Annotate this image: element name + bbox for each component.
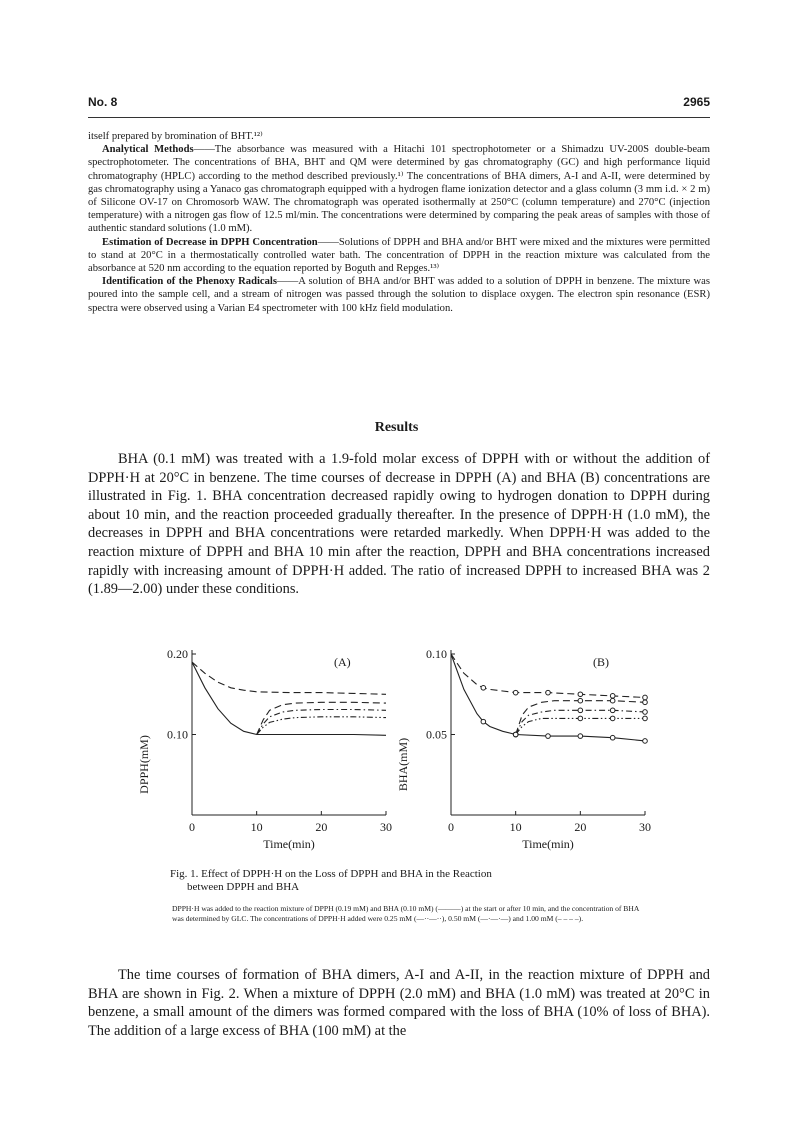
data-point-marker	[610, 694, 615, 699]
data-point-marker	[643, 710, 648, 715]
data-point-marker	[578, 692, 583, 697]
methods-paragraph	[88, 275, 710, 315]
series-line-solid	[451, 654, 645, 741]
x-tick-label: 10	[509, 820, 522, 834]
methods-subheading: Estimation of Decrease in DPPH Concentration	[102, 236, 318, 248]
methods-text: itself prepared by bromination of BHT.¹²⁾	[88, 131, 263, 142]
x-tick-label: 0	[448, 820, 454, 834]
data-point-marker	[513, 732, 518, 737]
results-heading: Results	[374, 420, 419, 435]
series-line-solid	[192, 662, 386, 735]
y-axis-label: DPPH(mM)	[137, 735, 151, 794]
panel-label: (B)	[593, 655, 609, 669]
x-axis-label: Time(min)	[522, 837, 574, 851]
data-point-marker	[578, 734, 583, 739]
figure-note: DPPH·H was added to the reaction mixture of DPPH (0.19 mM) and BHA (0.10 mM) (———) at the start or after 10 min, and the concentration of BHA was determined by GLC. The concentrations of DPPH·H added were 0.25 mM (—··—··), 0.50 mM (—·—·—) and 1.00 mM (– – – –).	[172, 904, 639, 923]
data-point-marker	[643, 739, 648, 744]
results-paragraph: BHA (0.1 mM) was treated with a 1.9-fold molar excess of DPPH with or without the addition of DPPH·H at 20°C in benzene. The time courses of decrease in DPPH (A) and BHA (B) concentrations are illustrated in Fig. 1. BHA concentration decreased rapidly owing to hydrogen donation to DPPH during about 10 min, and the reaction proceeded gradually thereafter. In the presence of DPPH·H (1.0 mM), the decreases in DPPH and BHA concentrations were retarded markedly. When DPPH·H was added to the reaction mixture of DPPH and BHA 10 min after the reaction, DPPH and BHA concentrations increased rapidly with increasing amount of DPPH·H added. The ratio of increased DPPH to increased BHA was 2 (1.89—2.00) under these conditions.	[88, 451, 710, 598]
data-point-marker	[513, 690, 518, 695]
data-point-marker	[481, 719, 486, 724]
caption-title-line2: between DPPH and BHA	[187, 881, 300, 893]
caption-title: Fig. 1. Effect of DPPH·H on the Loss of DPPH and BHA in the Reaction	[170, 868, 492, 880]
x-tick-label: 20	[574, 820, 587, 834]
data-point-marker	[578, 698, 583, 703]
fig2-paragraph: The time courses of formation of BHA dimers, A-I and A-II, in the reaction mixture of DPPH and BHA are shown in Fig. 2. When a mixture of DPPH (2.0 mM) and BHA (1.0 mM) was treated at 20°C in benzene, a small amount of the dimers was formed compared with the loss of BHA (10% of loss of BHA). The addition of a large excess of BHA (100 mM) at the	[88, 967, 710, 1039]
figure-caption	[170, 868, 640, 894]
data-point-marker	[643, 695, 648, 700]
y-tick-label: 0.10	[167, 727, 188, 742]
x-tick-label: 10	[250, 820, 263, 834]
page-number: 2965	[683, 95, 710, 109]
running-header	[88, 95, 710, 118]
methods-continuation	[88, 130, 710, 143]
y-tick-label: 0.20	[167, 647, 188, 661]
data-point-marker	[578, 708, 583, 713]
data-point-marker	[643, 716, 648, 721]
series-line-dashed	[257, 702, 386, 734]
data-point-marker	[643, 700, 648, 705]
issue-number: No. 8	[88, 95, 118, 109]
y-tick-label: 0.05	[426, 727, 447, 742]
data-point-marker	[610, 708, 615, 713]
x-tick-label: 30	[380, 820, 392, 834]
data-point-marker	[610, 735, 615, 740]
fig2-body	[88, 966, 710, 1040]
x-tick-label: 0	[189, 820, 195, 834]
methods-subheading: Identification of the Phenoxy Radicals	[102, 276, 277, 288]
results-body	[88, 450, 710, 599]
methods-paragraph	[88, 143, 710, 235]
data-point-marker	[481, 686, 486, 691]
methods-subheading: Analytical Methods	[102, 144, 194, 156]
series-line-dashdot	[516, 710, 645, 734]
methods-text: ——The absorbance was measured with a Hitachi 101 spectrophotometer or a Shimadzu UV-200S double-beam spectrophotometer. The concentrations of BHA, BHT and QM were determined by gas chromatography (GC) and high performance liquid chromatography (HPLC) according to the method described previously.¹⁾ The concentrations of BHA dimers, A-I and A-II, were determined by gas chromatography using a Yanaco gas chromatograph equipped with a hydrogen flame ionization detector and a glass column (3 mm i.d. × 2 m) of Silicone OV-17 on Chromosorb WAW. The chromatograph was operated isothermally at 250°C (column temperature) and 270°C (injection temperature) with a nitrogen gas flow of 12.5 ml/min. The concentrations were determined by comparing the peak areas of samples with those of authentic standard solutions (1.0 mM).	[88, 144, 710, 235]
data-point-marker	[610, 698, 615, 703]
x-axis-label: Time(min)	[263, 837, 315, 851]
figure-1	[130, 640, 690, 865]
series-line-dashdot	[257, 710, 386, 735]
x-tick-label: 30	[639, 820, 651, 834]
x-tick-label: 20	[315, 820, 328, 834]
methods-text: ——Solutions of DPPH and BHA and/or BHT were mixed and the mixtures were permitted to stand at 20°C in a thermostatically controlled water bath. The concentration of DPPH in the reaction mixture was calculated from the absorbance at 520 nm according to the equation reported by Boguth and Repges.¹³⁾	[88, 236, 710, 275]
series-line-dashdotdot	[257, 717, 386, 735]
y-tick-label: 0.10	[426, 647, 447, 661]
y-axis-label: BHA(mM)	[396, 737, 410, 792]
methods-paragraph	[88, 236, 710, 276]
data-point-marker	[578, 716, 583, 721]
data-point-marker	[546, 734, 551, 739]
data-point-marker	[610, 716, 615, 721]
data-point-marker	[546, 690, 551, 695]
series-line-dashed	[192, 662, 386, 694]
panel-label: (A)	[334, 655, 351, 669]
methods-section	[88, 130, 710, 315]
methods-text: ——A solution of BHA and/or BHT was added to a solution of DPPH in benzene. The mixture was poured into the sample cell, and a stream of nitrogen was passed through the solution to displace oxygen. The electron spin resonance (ESR) spectra were observed using a Varian E4 spectrometer with 100 kHz field modulation.	[88, 276, 710, 314]
